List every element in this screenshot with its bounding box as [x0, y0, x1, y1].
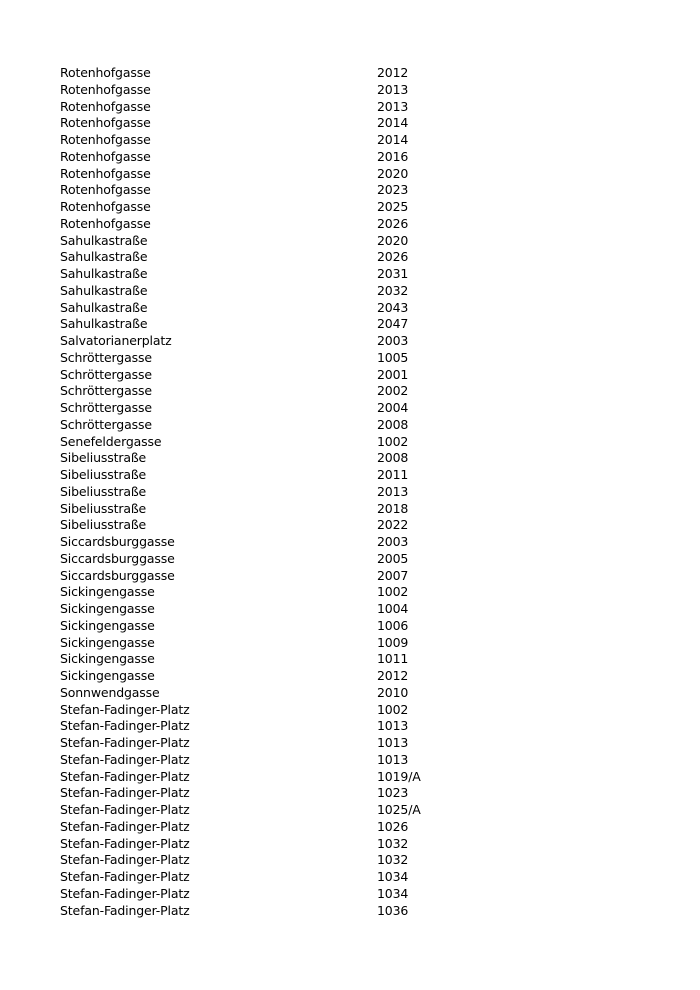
street-name: Sickingengasse: [60, 651, 155, 667]
street-name: Salvatorianerplatz: [60, 333, 172, 348]
list-row: [60, 903, 660, 920]
street-name: Rotenhofgasse: [60, 199, 151, 214]
house-number: 2007: [377, 567, 409, 583]
street-name: Sibeliusstraße: [60, 517, 147, 533]
street-name: Stefan-Fadinger-Platz: [60, 768, 190, 784]
house-number: 1009: [377, 634, 409, 650]
list-row: [60, 99, 660, 116]
house-number: 2013: [377, 483, 409, 499]
list-row: [60, 149, 660, 166]
house-number: 1013: [377, 735, 409, 750]
street-name: Sahulkastraße: [60, 282, 148, 298]
list-row: [60, 350, 660, 367]
street-name: Rotenhofgasse: [60, 98, 151, 114]
street-name: Sonnwendgasse: [60, 684, 160, 700]
list-row: [60, 316, 660, 333]
street-name: Stefan-Fadinger-Platz: [60, 751, 190, 767]
street-name: Stefan-Fadinger-Platz: [60, 835, 190, 851]
street-name: Rotenhofgasse: [60, 132, 151, 147]
house-number: 2023: [377, 182, 409, 198]
house-number: 2018: [377, 500, 409, 516]
list-row: [60, 551, 660, 568]
list-row: [60, 65, 660, 82]
house-number: 2012: [377, 668, 409, 683]
street-name: Rotenhofgasse: [60, 148, 151, 164]
house-number: 1002: [377, 584, 409, 600]
street-name: Stefan-Fadinger-Platz: [60, 802, 190, 817]
street-name: Sahulkastraße: [60, 299, 148, 315]
street-name: Sibeliusstraße: [60, 483, 147, 499]
list-row: [60, 785, 660, 802]
house-number: 1002: [377, 701, 409, 717]
list-row: [60, 584, 660, 601]
list-row: [60, 752, 660, 769]
house-number: 2022: [377, 517, 409, 533]
street-name: Schröttergasse: [60, 366, 152, 382]
house-number: 2003: [377, 333, 409, 348]
street-name: Rotenhofgasse: [60, 165, 151, 181]
house-number: 2005: [377, 550, 409, 566]
list-row: [60, 769, 660, 786]
house-number: 1032: [377, 835, 409, 851]
street-name: Siccardsburggasse: [60, 567, 175, 583]
house-number: 2043: [377, 299, 409, 315]
house-number: 2010: [377, 684, 409, 700]
house-number: 2011: [377, 467, 409, 482]
house-number: 2002: [377, 383, 409, 399]
house-number: 1013: [377, 751, 409, 767]
list-row: [60, 568, 660, 585]
street-name: Stefan-Fadinger-Platz: [60, 869, 190, 884]
house-number: 1025/A: [377, 802, 421, 817]
street-name: Stefan-Fadinger-Platz: [60, 735, 190, 750]
street-name: Sickingengasse: [60, 668, 155, 683]
house-number: 2016: [377, 148, 409, 164]
list-row: [60, 367, 660, 384]
house-number: 2014: [377, 132, 409, 147]
list-row: [60, 132, 660, 149]
list-row: [60, 601, 660, 618]
house-number: 1032: [377, 852, 409, 868]
house-number: 2004: [377, 400, 409, 415]
list-row: [60, 635, 660, 652]
list-row: [60, 199, 660, 216]
house-number: 1034: [377, 869, 409, 884]
street-name: Sibeliusstraße: [60, 500, 147, 516]
street-name: Schröttergasse: [60, 349, 152, 365]
street-name: Stefan-Fadinger-Platz: [60, 701, 190, 717]
street-name: Schröttergasse: [60, 383, 152, 399]
house-number: 2008: [377, 450, 409, 466]
house-number: 2026: [377, 215, 409, 231]
list-row: [60, 182, 660, 199]
house-number: 1004: [377, 601, 409, 616]
list-row: [60, 249, 660, 266]
list-row: [60, 383, 660, 400]
house-number: 2001: [377, 366, 409, 382]
list-row: [60, 618, 660, 635]
house-number: 2003: [377, 534, 409, 549]
house-number: 2026: [377, 249, 409, 265]
street-name: Senefeldergasse: [60, 433, 162, 449]
street-name: Stefan-Fadinger-Platz: [60, 902, 190, 918]
street-name: Schröttergasse: [60, 416, 152, 432]
list-row: [60, 685, 660, 702]
street-name: Sickingengasse: [60, 584, 155, 600]
list-row: [60, 300, 660, 317]
list-row: [60, 400, 660, 417]
house-number: 2013: [377, 81, 409, 97]
house-number: 2047: [377, 316, 409, 332]
house-number: 2025: [377, 199, 409, 214]
list-row: [60, 802, 660, 819]
list-row: [60, 517, 660, 534]
address-list: [60, 65, 660, 919]
street-name: Siccardsburggasse: [60, 534, 175, 549]
street-name: Rotenhofgasse: [60, 81, 151, 97]
street-name: Sibeliusstraße: [60, 467, 147, 482]
house-number: 1019/A: [377, 768, 421, 784]
list-row: [60, 668, 660, 685]
house-number: 1002: [377, 433, 409, 449]
list-row: [60, 233, 660, 250]
list-row: [60, 166, 660, 183]
street-name: Sickingengasse: [60, 601, 155, 616]
list-row: [60, 216, 660, 233]
house-number: 1006: [377, 617, 409, 633]
list-row: [60, 467, 660, 484]
list-row: [60, 852, 660, 869]
street-name: Sahulkastraße: [60, 232, 148, 248]
list-row: [60, 115, 660, 132]
street-name: Sickingengasse: [60, 634, 155, 650]
house-number: 1034: [377, 885, 409, 901]
list-row: [60, 82, 660, 99]
house-number: 2031: [377, 266, 409, 281]
street-name: Sibeliusstraße: [60, 450, 147, 466]
street-name: Stefan-Fadinger-Platz: [60, 785, 190, 801]
street-name: Siccardsburggasse: [60, 550, 175, 566]
list-row: [60, 819, 660, 836]
list-row: [60, 501, 660, 518]
street-name: Stefan-Fadinger-Platz: [60, 852, 190, 868]
house-number: 1036: [377, 902, 409, 918]
house-number: 2032: [377, 282, 409, 298]
house-number: 2014: [377, 115, 409, 131]
house-number: 2013: [377, 98, 409, 114]
list-row: [60, 718, 660, 735]
house-number: 2020: [377, 232, 409, 248]
list-row: [60, 450, 660, 467]
list-row: [60, 651, 660, 668]
list-row: [60, 417, 660, 434]
house-number: 1023: [377, 785, 409, 801]
street-name: Rotenhofgasse: [60, 115, 151, 131]
house-number: 2008: [377, 416, 409, 432]
list-row: [60, 534, 660, 551]
street-name: Stefan-Fadinger-Platz: [60, 818, 190, 834]
street-name: Stefan-Fadinger-Platz: [60, 718, 190, 734]
house-number: 2012: [377, 65, 409, 80]
street-name: Sahulkastraße: [60, 316, 148, 332]
list-row: [60, 333, 660, 350]
street-name: Rotenhofgasse: [60, 182, 151, 198]
list-row: [60, 702, 660, 719]
house-number: 2020: [377, 165, 409, 181]
house-number: 1013: [377, 718, 409, 734]
street-name: Stefan-Fadinger-Platz: [60, 885, 190, 901]
street-name: Sickingengasse: [60, 617, 155, 633]
list-row: [60, 266, 660, 283]
list-row: [60, 735, 660, 752]
list-row: [60, 869, 660, 886]
house-number: 1026: [377, 818, 409, 834]
street-name: Sahulkastraße: [60, 266, 148, 281]
list-row: [60, 484, 660, 501]
list-row: [60, 886, 660, 903]
list-row: [60, 283, 660, 300]
list-row: [60, 836, 660, 853]
house-number: 1011: [377, 651, 409, 667]
street-name: Rotenhofgasse: [60, 65, 151, 80]
street-name: Rotenhofgasse: [60, 215, 151, 231]
list-row: [60, 434, 660, 451]
house-number: 1005: [377, 349, 409, 365]
street-name: Sahulkastraße: [60, 249, 148, 265]
street-name: Schröttergasse: [60, 400, 152, 415]
